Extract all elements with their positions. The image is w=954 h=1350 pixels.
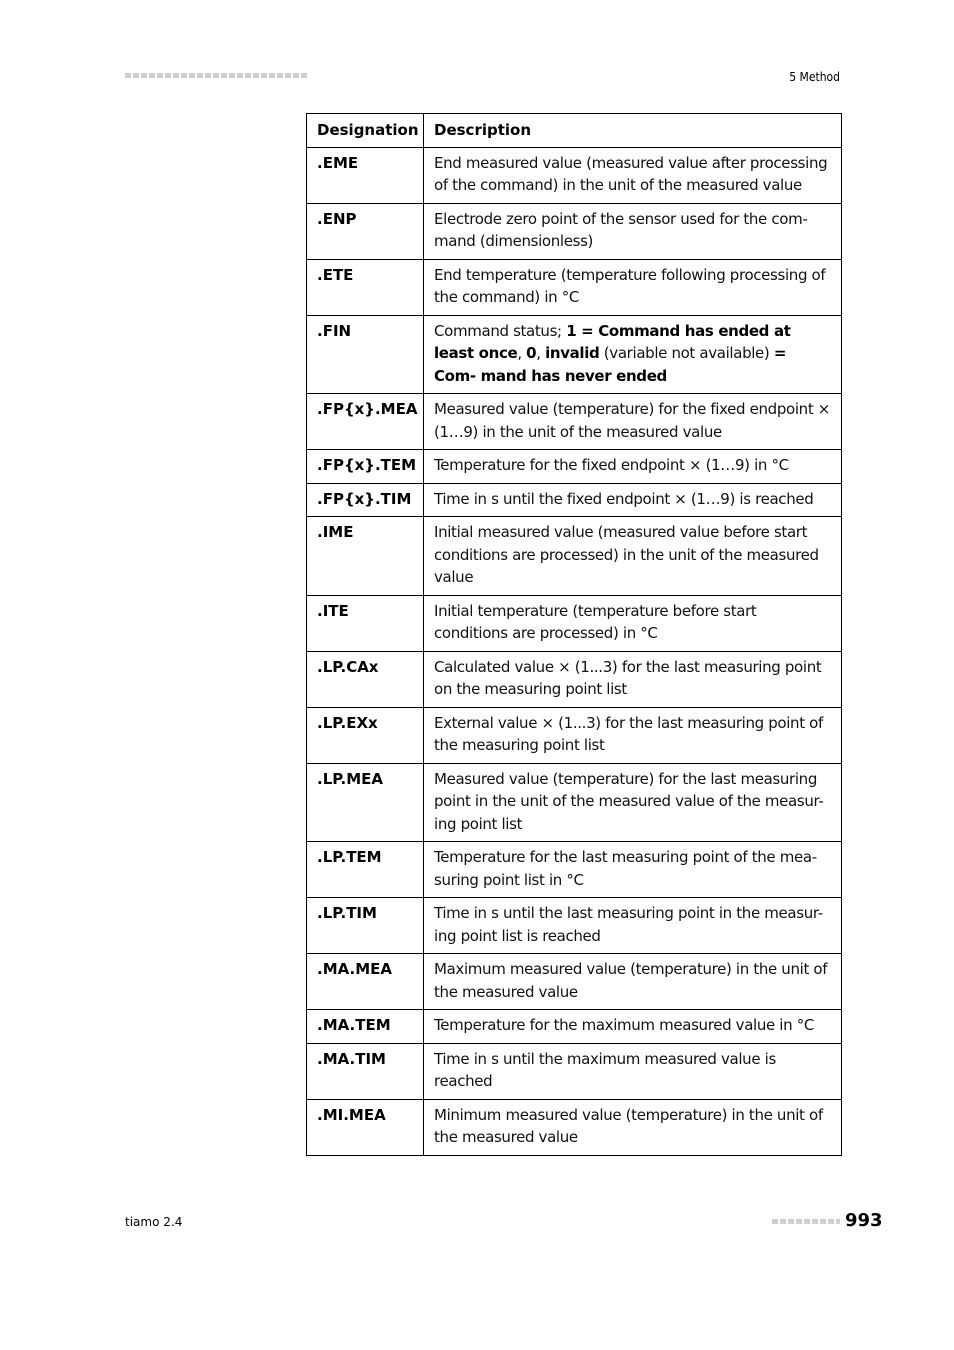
description-cell <box>424 203 842 259</box>
description-text: , <box>517 344 527 362</box>
description-text: Measured value (temperature) for the last measuring point in the unit of the measured value of the measur- ing point list <box>434 769 824 833</box>
table-row <box>307 315 842 394</box>
description-text: Temperature for the last measuring point of the mea- suring point list in °C <box>434 848 817 889</box>
designation-cell: .FP{x}.TIM <box>307 483 424 517</box>
designation-cell: .FIN <box>307 315 424 394</box>
table-row <box>307 517 842 596</box>
table-row <box>307 1099 842 1155</box>
designation-cell: .LP.CAx <box>307 651 424 707</box>
description-text: Initial temperature (temperature before start conditions are processed) in °C <box>434 601 757 642</box>
description-cell <box>424 898 842 954</box>
designation-cell: .IME <box>307 517 424 596</box>
designation-cell: .LP.TEM <box>307 842 424 898</box>
designation-cell: .MA.TEM <box>307 1010 424 1044</box>
column-header-description: Description <box>424 114 842 148</box>
designation-cell: .EME <box>307 147 424 203</box>
table-row <box>307 651 842 707</box>
description-text: Time in s until the fixed endpoint × (1…9) is reached <box>434 489 814 508</box>
description-text: Time in s until the last measuring point in the measur- ing point list is reached <box>434 904 823 945</box>
description-bold-text: invalid <box>545 344 600 362</box>
designation-cell: .LP.MEA <box>307 763 424 842</box>
designation-cell: .LP.EXx <box>307 707 424 763</box>
table-row <box>307 707 842 763</box>
table-row <box>307 842 842 898</box>
variables-table <box>306 113 842 1156</box>
table-header-row <box>307 114 842 148</box>
footer-decorative-dots <box>772 1217 840 1226</box>
table-row <box>307 394 842 450</box>
designation-cell: .MI.MEA <box>307 1099 424 1155</box>
description-text: End temperature (temperature following processing of the command) in °C <box>434 265 826 306</box>
designation-cell: .FP{x}.TEM <box>307 450 424 484</box>
description-cell <box>424 517 842 596</box>
description-cell <box>424 483 842 517</box>
description-text: External value × (1...3) for the last measuring point of the measuring point list <box>434 713 823 754</box>
description-cell <box>424 1010 842 1044</box>
designation-cell: .FP{x}.MEA <box>307 394 424 450</box>
description-bold-text: 0 <box>526 344 537 362</box>
table-row <box>307 147 842 203</box>
description-text: Measured value (temperature) for the fixed endpoint × (1…9) in the unit of the measured value <box>434 400 830 441</box>
description-text: Electrode zero point of the sensor used for the com- mand (dimensionless) <box>434 209 808 250</box>
description-cell <box>424 259 842 315</box>
description-cell <box>424 651 842 707</box>
description-bold-text: = Com- mand has never ended <box>434 344 787 385</box>
description-text: End measured value (measured value after processing of the command) in the unit of the measured value <box>434 153 828 194</box>
designation-cell: .ITE <box>307 595 424 651</box>
column-header-designation: Designation <box>307 114 424 148</box>
description-text: Calculated value × (1...3) for the last measuring point on the measuring point list <box>434 657 822 698</box>
description-cell <box>424 707 842 763</box>
description-cell <box>424 1099 842 1155</box>
table-row <box>307 203 842 259</box>
description-text: Time in s until the maximum measured value is reached <box>434 1049 776 1090</box>
table-row <box>307 954 842 1010</box>
chapter-title: 5 Method <box>789 70 840 84</box>
designation-cell: .LP.TIM <box>307 898 424 954</box>
table-row <box>307 595 842 651</box>
table-row <box>307 1010 842 1044</box>
description-text: Minimum measured value (temperature) in the unit of the measured value <box>434 1105 823 1146</box>
designation-cell: .MA.MEA <box>307 954 424 1010</box>
description-cell <box>424 842 842 898</box>
description-cell <box>424 1043 842 1099</box>
designation-cell: .ETE <box>307 259 424 315</box>
designation-cell: .MA.TIM <box>307 1043 424 1099</box>
table-row <box>307 1043 842 1099</box>
description-bold-text: 1 = Command has ended at least once <box>434 321 791 362</box>
description-cell <box>424 595 842 651</box>
table-row <box>307 450 842 484</box>
table-row <box>307 259 842 315</box>
description-cell <box>424 954 842 1010</box>
description-text: Command status; <box>434 321 567 340</box>
description-cell <box>424 763 842 842</box>
description-text: (variable not available) <box>599 344 774 362</box>
table-row <box>307 483 842 517</box>
page-number: 993 <box>845 1210 883 1231</box>
description-text: Temperature for the fixed endpoint × (1…9) in °C <box>434 456 789 474</box>
designation-cell: .ENP <box>307 203 424 259</box>
description-text: , <box>536 344 546 362</box>
description-cell <box>424 147 842 203</box>
description-cell <box>424 394 842 450</box>
description-cell <box>424 315 842 394</box>
description-cell <box>424 450 842 484</box>
table-row <box>307 763 842 842</box>
description-text: Temperature for the maximum measured value in °C <box>434 1016 814 1034</box>
table-row <box>307 898 842 954</box>
footer-product-name: tiamo 2.4 <box>125 1215 183 1229</box>
description-text: Maximum measured value (temperature) in the unit of the measured value <box>434 960 828 1001</box>
description-text: Initial measured value (measured value before start conditions are processed) in the unit of the measured value <box>434 523 819 586</box>
header-decorative-dots <box>125 71 307 80</box>
table-body <box>307 147 842 1155</box>
